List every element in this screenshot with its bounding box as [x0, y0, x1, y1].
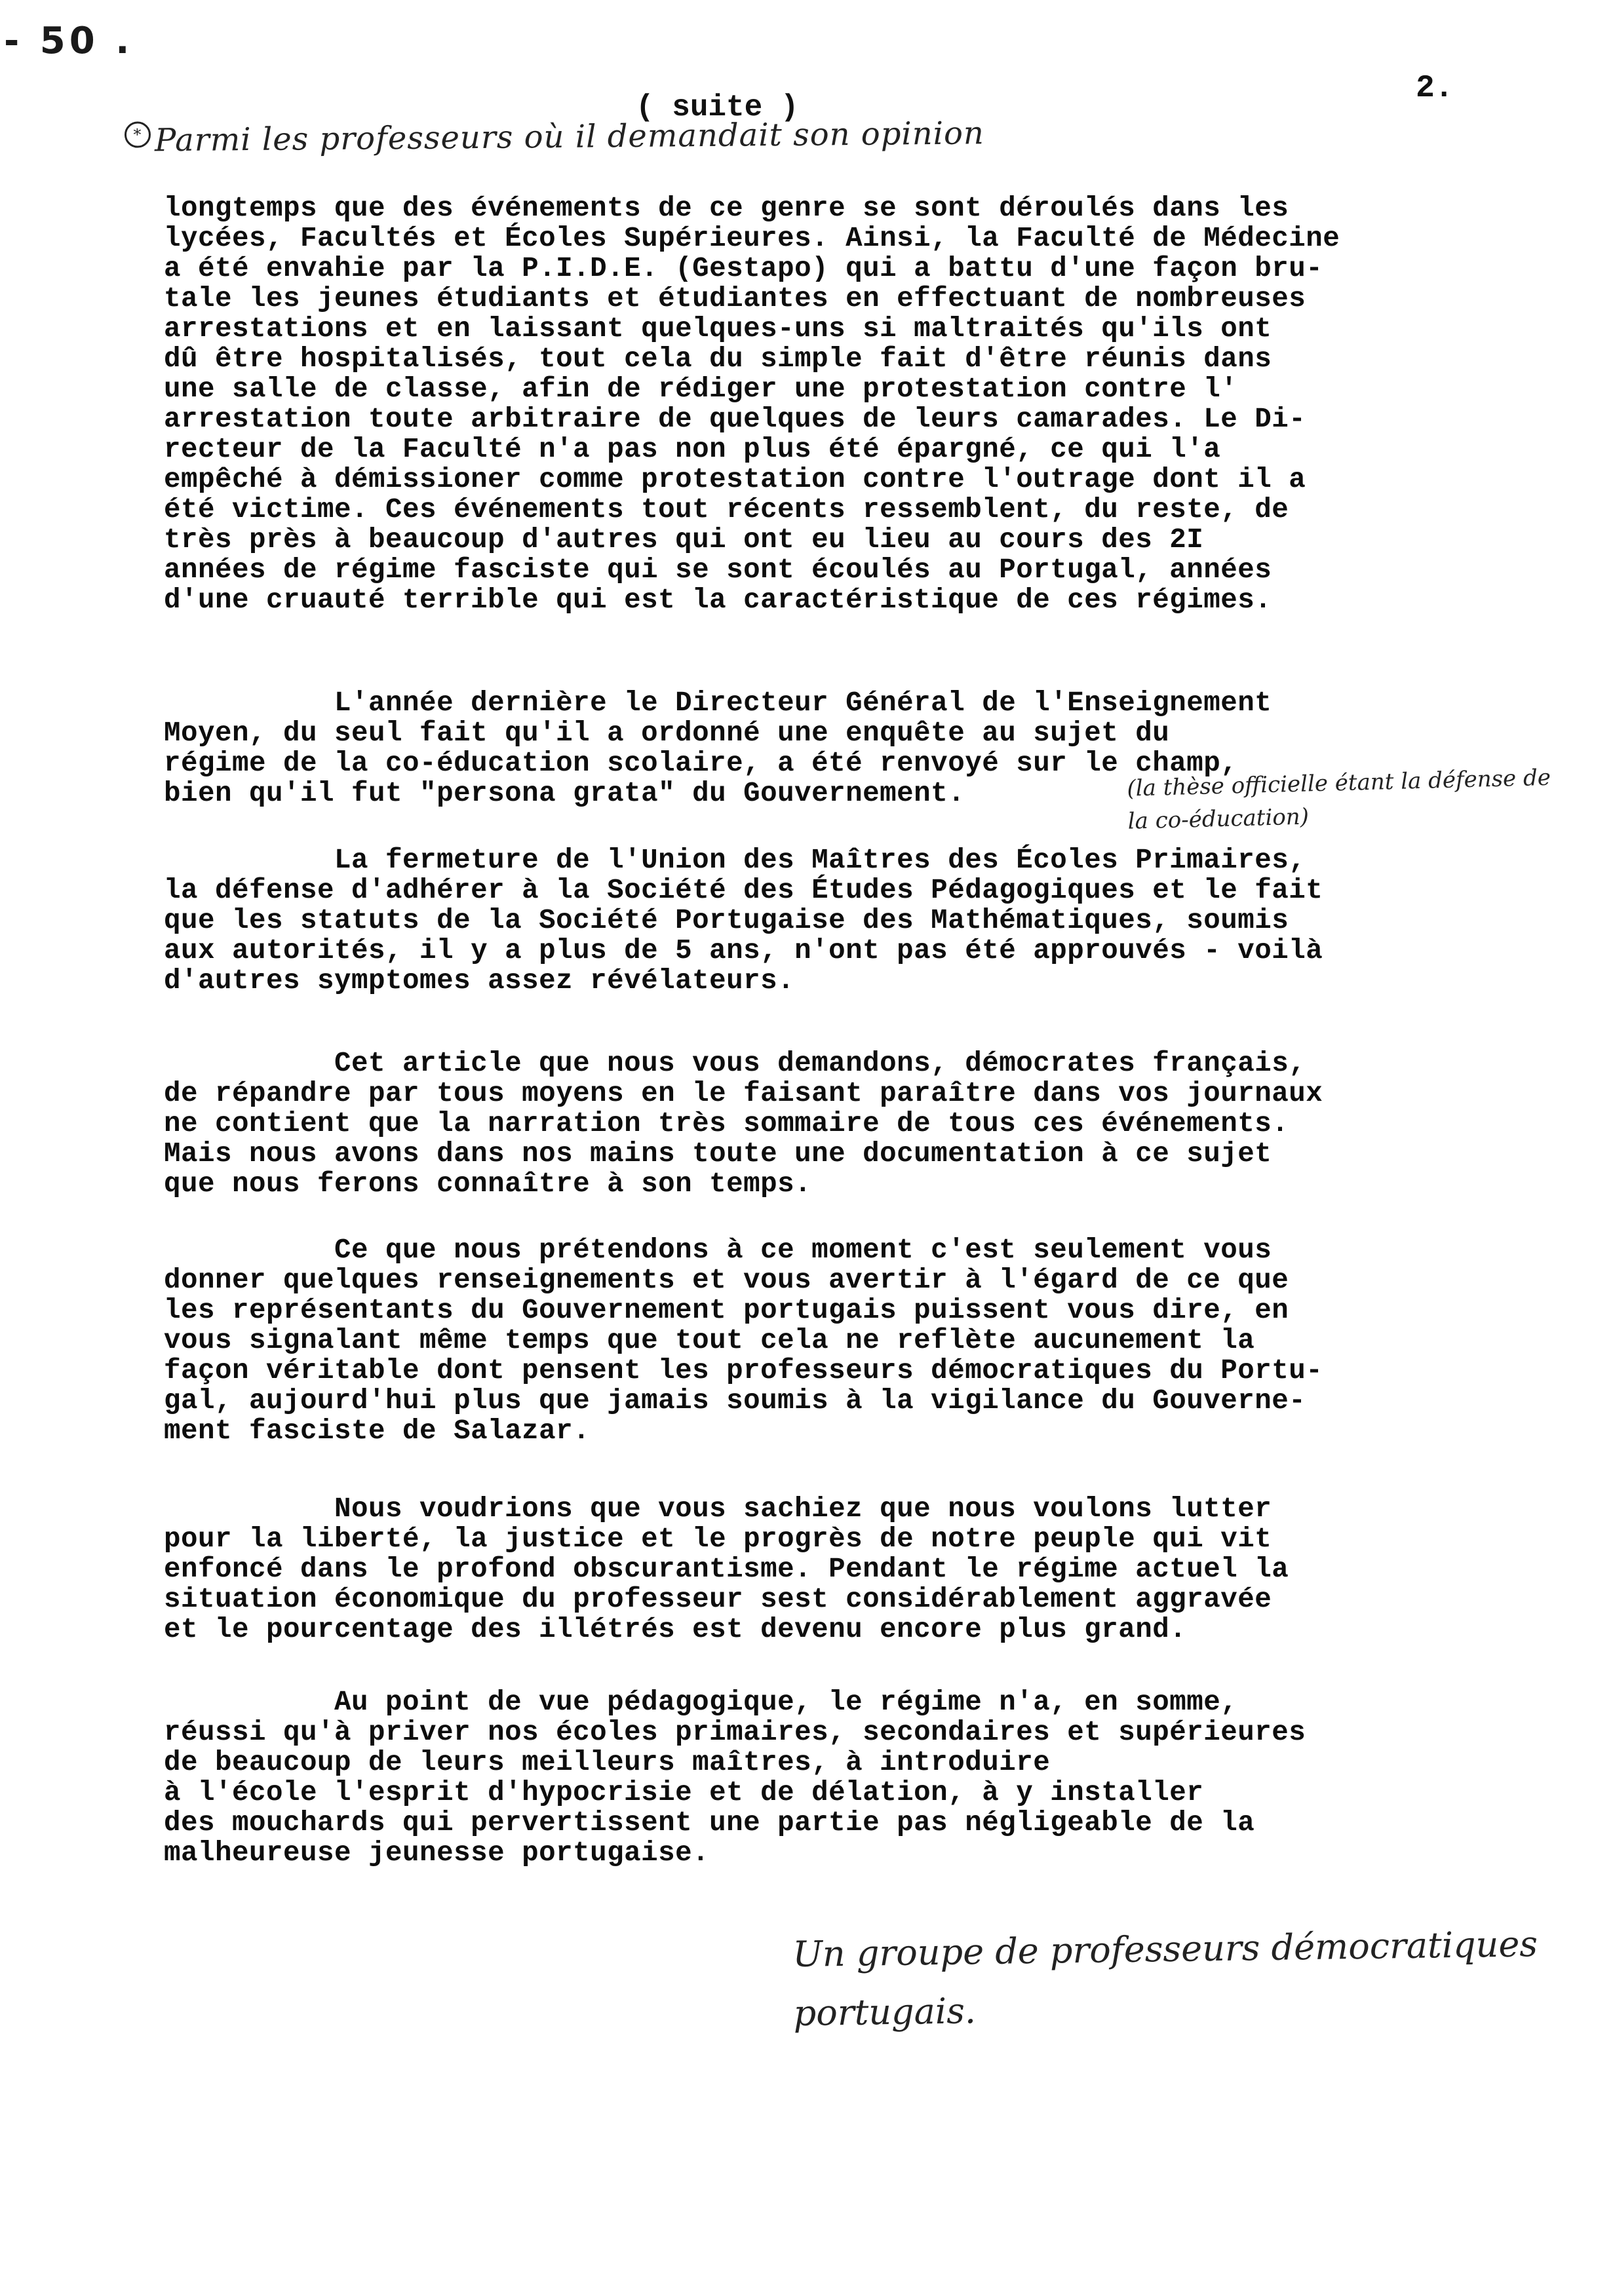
handwritten-side-note: (la thèse officielle étant la défense de la co-éducation) — [1126, 764, 1551, 835]
paragraph-7: Au point de vue pédagogique, le régime n'a, en somme, réussi qu'à priver nos écoles primaires, secondaires et supérieures de beaucoup de leurs meilleurs maîtres, à introduire à l'école l'esprit d'hypocrisie et de délation, à y installer des mouchards qui pervertissent une partie pas négligeable de la malheureuse jeunesse portugaise. — [164, 1687, 1306, 1869]
paragraph-6: Nous voudrions que vous sachiez que nous voulons lutter pour la liberté, la justice et le progrès de notre peuple qui vit enfoncé dans le profond obscurantisme. Pendant le régime actuel la situation économique du professeur sest considérablement aggravée et le pourcentage des illétrés est devenu encore plus grand. — [164, 1493, 1289, 1645]
page-title: ( suite ) — [636, 90, 799, 124]
handwritten-signature: Un groupe de professeurs démocratiques portugais. — [792, 1923, 1538, 2035]
paragraph-2: L'année dernière le Directeur Général de l'Enseignement Moyen, du seul fait qu'il a ordonné une enquête au sujet du régime de la co-éducation scolaire, a été renvoyé sur le champ, bien qu'il fut "persona grata" du Gouvernement. — [164, 687, 1272, 809]
paragraph-4: Cet article que nous vous demandons, démocrates français, de répandre par tous moyens en le faisant paraître dans vos journaux ne contient que la narration très sommaire de tous ces événements. Mais nous avons dans nos mains toute une documentation à ce sujet que nous ferons connaître à son temps. — [164, 1048, 1323, 1200]
insertion-mark: * — [125, 121, 151, 147]
paragraph-5: Ce que nous prétendons à ce moment c'est seulement vous donner quelques renseignements et vous avertir à l'égard de ce que les représentants du Gouvernement portugais puissent vous dire, en vous signalant même temps que tout cela ne reflète aucunement la façon véritable dont pensent les professeurs démocratiques du Portu- gal, aujourd'hui plus que jamais soumis à la vigilance du Gouverne- ment fasciste de Salazar. — [164, 1234, 1323, 1447]
paragraph-1: longtemps que des événements de ce genre se sont déroulés dans les lycées, Facultés et Écoles Supérieures. Ainsi, la Faculté de Médecine a été envahie par la P.I.D.E. (Gestapo) qui a battu d'une façon bru- tale les jeunes étudiants et étudiantes en effectuant de nombreuses arrestations et en laissant quelques-uns si maltraités qu'ils ont dû être hospitalisés, tout cela du simple fait d'être réunis dans une salle de classe, afin de rédiger une protestation contre l' arrestation toute arbitraire de quelques de leurs camarades. Le Di- recteur de la Faculté n'a pas non plus été épargné, ce qui l'a empêché à démissioner comme protestation contre l'outrage dont il a été victime. Ces événements tout récents ressemblent, du reste, de très près à beaucoup d'autres qui ont eu lieu au cours des 2I années de régime fasciste qui se sont écoulés au Portugal, années d'une cruauté terrible qui est la caractéristique de ces régimes. — [164, 193, 1340, 616]
handwritten-insertion-text: Parmi les professeurs où il demandait son opinion — [154, 115, 985, 159]
paragraph-3: La fermeture de l'Union des Maîtres des Écoles Primaires, la défense d'adhérer à la Société des Études Pédagogiques et le fait que les statuts de la Société Portugaise des Mathématiques, soumis aux autorités, il y a plus de 5 ans, n'ont pas été approuvés - voilà d'autres symptomes assez révélateurs. — [164, 845, 1323, 997]
corner-mark: - 50 . — [4, 20, 134, 62]
handwritten-insertion — [125, 114, 984, 159]
page-number: 2. — [1416, 71, 1454, 106]
